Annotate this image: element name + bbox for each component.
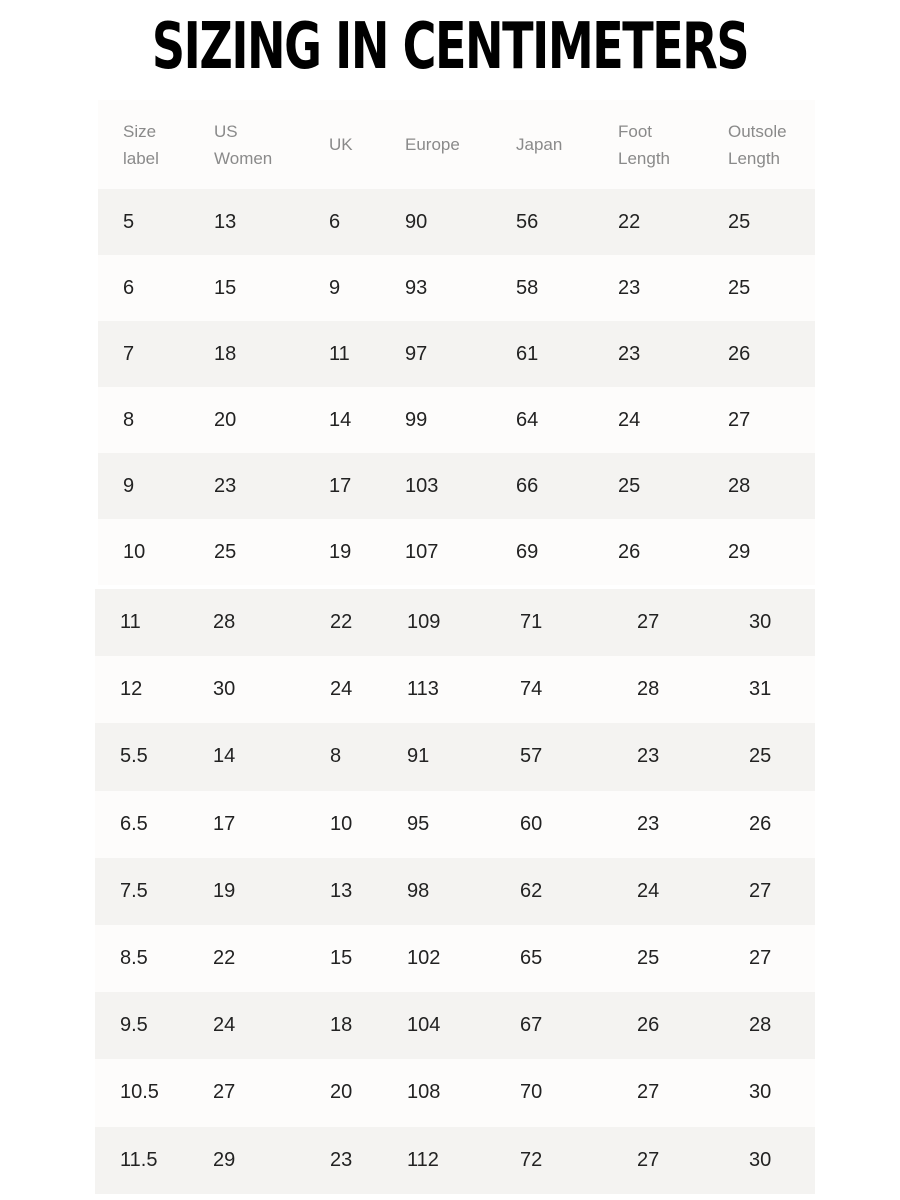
table-cell: 20	[330, 1081, 353, 1104]
table-cell: 113	[407, 678, 439, 701]
table-cell: 27	[749, 947, 772, 970]
table-row	[95, 656, 815, 723]
table-cell: 31	[749, 678, 772, 701]
column-header: Europe	[405, 135, 460, 154]
table-cell: 13	[330, 879, 353, 902]
table-cell: 56	[516, 210, 539, 233]
table-cell: 6.5	[120, 812, 148, 835]
table-row	[98, 519, 815, 585]
table-cell: 24	[618, 408, 641, 431]
table-row	[95, 791, 815, 858]
table-cell: 71	[520, 611, 543, 634]
table-cell: 65	[520, 947, 543, 970]
table-cell: 27	[637, 611, 660, 634]
table-cell: 23	[214, 474, 237, 497]
table-cell: 25	[618, 474, 641, 497]
table-cell: 26	[618, 540, 641, 563]
table-cell: 24	[213, 1014, 236, 1037]
table-cell: 10	[330, 812, 353, 835]
table-cell: 19	[329, 540, 352, 563]
table-row	[95, 1059, 815, 1126]
table-cell: 67	[520, 1014, 543, 1037]
column-header: UK	[329, 135, 353, 154]
table-header	[98, 100, 815, 189]
table-cell: 112	[407, 1148, 439, 1171]
column-header: US Women	[214, 121, 273, 168]
table-cell: 19	[213, 879, 236, 902]
table-cell: 8.5	[120, 947, 148, 970]
table-cell: 28	[749, 1014, 772, 1037]
table-cell: 95	[407, 812, 430, 835]
table-cell: 93	[405, 276, 428, 299]
table-cell: 28	[637, 678, 660, 701]
table-cell: 15	[214, 276, 237, 299]
table-cell: 26	[637, 1014, 660, 1037]
table-cell: 9.5	[120, 1014, 148, 1037]
table-cell: 11.5	[120, 1148, 158, 1171]
table-cell: 26	[749, 812, 772, 835]
table-cell: 61	[516, 342, 539, 365]
table-cell: 97	[405, 342, 428, 365]
table-cell: 24	[330, 678, 353, 701]
table-cell: 64	[516, 408, 539, 431]
table-cell: 27	[637, 1081, 660, 1104]
table-cell: 7	[123, 342, 135, 365]
table-cell: 28	[213, 611, 236, 634]
table-cell: 14	[329, 408, 352, 431]
table-cell: 18	[330, 1014, 353, 1037]
table-cell: 60	[520, 812, 543, 835]
table-cell: 103	[405, 474, 439, 497]
table-cell: 23	[637, 812, 660, 835]
table-cell: 25	[749, 745, 772, 768]
table-cell: 27	[749, 879, 772, 902]
table-cell: 107	[405, 540, 439, 563]
table-cell: 25	[728, 276, 751, 299]
table-cell: 23	[618, 342, 641, 365]
size-table-bottom	[95, 589, 815, 1194]
table-cell: 22	[213, 947, 236, 970]
column-header: Size label	[123, 121, 159, 168]
table-row	[98, 387, 815, 453]
table-cell: 11	[329, 342, 350, 365]
table-row	[98, 321, 815, 387]
table-cell: 69	[516, 540, 539, 563]
column-header: Japan	[516, 135, 563, 154]
table-cell: 30	[749, 611, 772, 634]
table-cell: 25	[728, 210, 751, 233]
table-cell: 26	[728, 342, 751, 365]
table-cell: 23	[330, 1148, 353, 1171]
table-cell: 66	[516, 474, 539, 497]
table-row	[98, 189, 815, 255]
table-cell: 22	[618, 210, 641, 233]
table-cell: 108	[407, 1081, 441, 1104]
table-cell: 13	[214, 210, 237, 233]
column-header: Outsole Length	[728, 121, 787, 168]
table-cell: 5	[123, 210, 135, 233]
table-cell: 98	[407, 879, 430, 902]
table-cell: 109	[407, 611, 441, 634]
table-cell: 10.5	[120, 1081, 159, 1104]
table-cell: 27	[213, 1081, 236, 1104]
table-cell: 30	[749, 1148, 772, 1171]
table-row	[95, 992, 815, 1059]
table-row	[95, 858, 815, 925]
table-row	[98, 453, 815, 519]
table-cell: 90	[405, 210, 428, 233]
table-cell: 29	[213, 1148, 236, 1171]
table-cell: 25	[637, 947, 660, 970]
table-cell: 10	[123, 540, 146, 563]
table-cell: 70	[520, 1081, 543, 1104]
size-table-top	[98, 100, 815, 585]
page-title: SIZING IN CENTIMETERS	[151, 10, 749, 84]
table-cell: 18	[214, 342, 237, 365]
table-cell: 25	[214, 540, 237, 563]
table-cell: 58	[516, 276, 539, 299]
table-cell: 27	[728, 408, 751, 431]
table-cell: 23	[618, 276, 641, 299]
table-cell: 14	[213, 745, 236, 768]
table-cell: 72	[520, 1148, 543, 1171]
table-cell: 9	[329, 276, 341, 299]
table-row	[95, 1127, 815, 1194]
table-cell: 12	[120, 678, 143, 701]
table-cell: 15	[330, 947, 353, 970]
table-cell: 6	[123, 276, 135, 299]
table-cell: 5.5	[120, 745, 148, 768]
table-cell: 22	[330, 611, 353, 634]
table-row	[98, 255, 815, 321]
table-cell: 28	[728, 474, 751, 497]
table-cell: 99	[405, 408, 428, 431]
table-cell: 91	[407, 745, 430, 768]
table-cell: 102	[407, 947, 441, 970]
table-cell: 11	[120, 611, 141, 634]
table-cell: 30	[213, 678, 236, 701]
table-cell: 8	[330, 745, 342, 768]
table-cell: 7.5	[120, 879, 148, 902]
table-cell: 23	[637, 745, 660, 768]
table-cell: 27	[637, 1148, 660, 1171]
table-cell: 6	[329, 210, 341, 233]
table-cell: 57	[520, 745, 543, 768]
table-cell: 62	[520, 879, 543, 902]
table-cell: 17	[329, 474, 352, 497]
table-row	[95, 589, 815, 656]
table-cell: 24	[637, 879, 660, 902]
table-cell: 9	[123, 474, 135, 497]
table-row	[95, 723, 815, 790]
table-cell: 8	[123, 408, 135, 431]
table-cell: 29	[728, 540, 751, 563]
table-row	[95, 925, 815, 992]
table-cell: 104	[407, 1014, 441, 1037]
column-header: Foot Length	[618, 121, 670, 168]
table-cell: 17	[213, 812, 236, 835]
table-cell: 74	[520, 678, 543, 701]
table-cell: 20	[214, 408, 237, 431]
table-cell: 30	[749, 1081, 772, 1104]
